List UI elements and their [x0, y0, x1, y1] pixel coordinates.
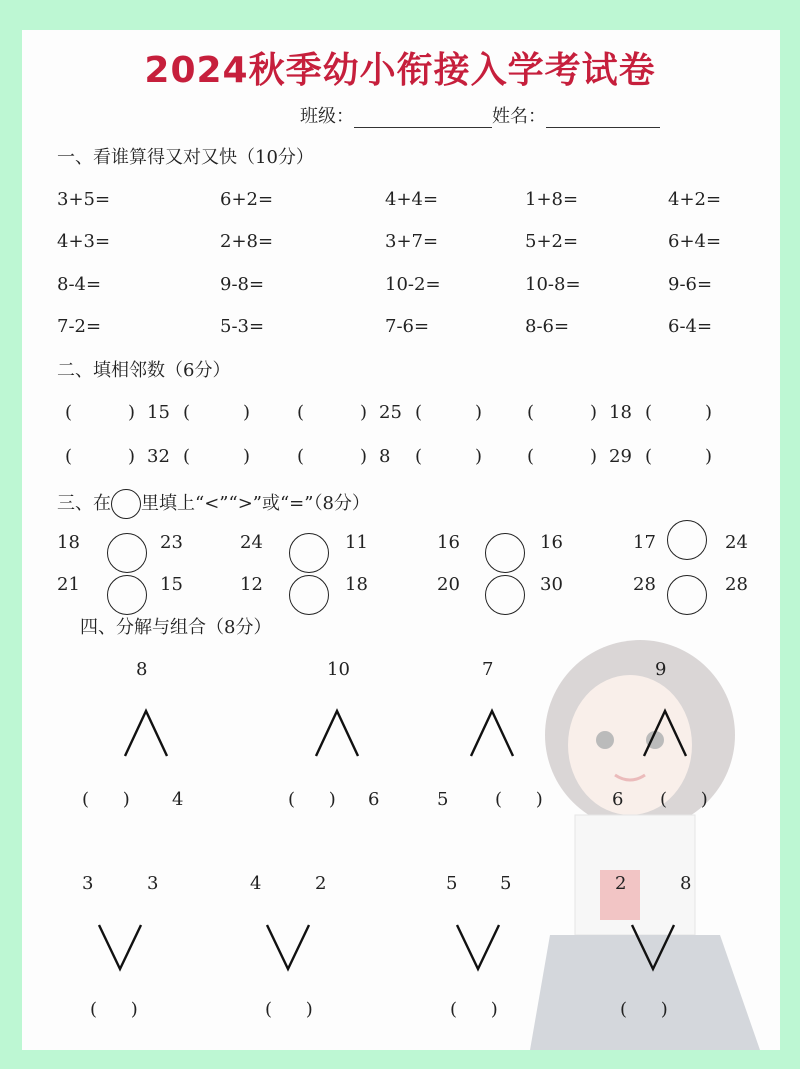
left-blank-paren[interactable]: ( [297, 402, 305, 423]
right-blank-paren[interactable]: ( [183, 402, 191, 423]
right-blank-paren[interactable]: ( [183, 446, 191, 467]
compare-circle-input[interactable] [667, 520, 707, 560]
right-blank-paren: ) [243, 446, 251, 467]
arithmetic-problem: 3+7= [385, 231, 439, 252]
compose-result-blank[interactable]: ( ) [90, 999, 138, 1020]
compare-circle-input[interactable] [289, 575, 329, 615]
compose-part-a: 4 [250, 873, 262, 894]
compose-result-blank[interactable]: ( ) [265, 999, 313, 1020]
given-number: 29 [609, 446, 632, 467]
compare-left-number: 28 [633, 574, 656, 595]
decompose-right[interactable]: ( ) [495, 789, 543, 810]
left-blank-paren: ) [590, 446, 598, 467]
decompose-total: 10 [327, 659, 350, 680]
compare-circle-input[interactable] [107, 533, 147, 573]
decompose-right: 6 [368, 789, 380, 810]
compose-part-a: 2 [615, 873, 627, 894]
section3-heading [57, 489, 370, 519]
compare-left-number: 21 [57, 574, 80, 595]
class-input[interactable] [354, 109, 492, 128]
compare-circle-input[interactable] [485, 575, 525, 615]
arithmetic-problem: 2+8= [220, 231, 274, 252]
compose-part-a: 3 [82, 873, 94, 894]
compare-left-number: 24 [240, 532, 263, 553]
arithmetic-problem: 4+4= [385, 189, 439, 210]
arithmetic-problem: 3+5= [57, 189, 111, 210]
left-blank-paren: ) [360, 402, 368, 423]
teacher-illustration [520, 640, 770, 1050]
compose-part-a: 5 [446, 873, 458, 894]
decompose-total: 9 [655, 659, 667, 680]
left-blank-paren: ) [590, 402, 598, 423]
arithmetic-problem: 5+2= [525, 231, 579, 252]
page-title: 2024秋季幼小衔接入学考试卷 [144, 50, 656, 91]
heading-text: 里填上“<”“>”或“=”（8分） [141, 493, 370, 514]
circle-symbol-icon [111, 489, 141, 519]
compare-circle-input[interactable] [667, 575, 707, 615]
compare-left-number: 18 [57, 532, 80, 553]
decompose-total: 8 [136, 659, 148, 680]
split-branch-icon [122, 708, 170, 758]
given-number: 15 [147, 402, 170, 423]
section2-heading: 二、填相邻数（6分） [57, 360, 231, 381]
student-info [300, 106, 660, 128]
arithmetic-problem: 4+2= [668, 189, 722, 210]
compare-left-number: 12 [240, 574, 263, 595]
left-blank-paren: ) [128, 446, 136, 467]
arithmetic-problem: 6-4= [668, 316, 713, 337]
compare-right-number: 30 [540, 574, 563, 595]
compare-circle-input[interactable] [107, 575, 147, 615]
arithmetic-problem: 9-6= [668, 274, 713, 295]
class-label: 班级： [300, 106, 354, 127]
merge-branch-icon [454, 922, 502, 972]
compare-circle-input[interactable] [485, 533, 525, 573]
name-input[interactable] [546, 109, 660, 128]
compose-part-b: 8 [680, 873, 692, 894]
right-blank-paren[interactable]: ( [645, 446, 653, 467]
section4-heading: 四、分解与组合（8分） [80, 617, 272, 638]
given-number: 32 [147, 446, 170, 467]
right-blank-paren[interactable]: ( [415, 402, 423, 423]
arithmetic-problem: 5-3= [220, 316, 265, 337]
split-branch-icon [641, 708, 689, 758]
compose-result-blank[interactable]: ( ) [450, 999, 498, 1020]
compare-right-number: 16 [540, 532, 563, 553]
arithmetic-problem: 10-2= [385, 274, 441, 295]
decompose-left[interactable]: ( ) [288, 789, 336, 810]
left-blank-paren[interactable]: ( [65, 402, 73, 423]
arithmetic-problem: 8-6= [525, 316, 570, 337]
decompose-right[interactable]: ( ) [660, 789, 708, 810]
merge-branch-icon [264, 922, 312, 972]
right-blank-paren[interactable]: ( [415, 446, 423, 467]
compare-circle-input[interactable] [289, 533, 329, 573]
name-label: 姓名： [492, 106, 546, 127]
left-blank-paren[interactable]: ( [65, 446, 73, 467]
compose-result-blank[interactable]: ( ) [620, 999, 668, 1020]
compare-right-number: 28 [725, 574, 748, 595]
right-blank-paren: ) [243, 402, 251, 423]
right-blank-paren[interactable]: ( [645, 402, 653, 423]
section1-heading: 一、看谁算得又对又快（10分） [57, 147, 314, 168]
compose-part-b: 3 [147, 873, 159, 894]
given-number: 25 [379, 402, 402, 423]
compare-right-number: 15 [160, 574, 183, 595]
arithmetic-problem: 6+4= [668, 231, 722, 252]
arithmetic-problem: 4+3= [57, 231, 111, 252]
right-blank-paren: ) [705, 446, 713, 467]
arithmetic-problem: 1+8= [525, 189, 579, 210]
given-number: 8 [379, 446, 391, 467]
split-branch-icon [468, 708, 516, 758]
decompose-right: 4 [172, 789, 184, 810]
left-blank-paren: ) [360, 446, 368, 467]
left-blank-paren[interactable]: ( [527, 446, 535, 467]
arithmetic-problem: 7-6= [385, 316, 430, 337]
compare-left-number: 17 [633, 532, 656, 553]
arithmetic-problem: 10-8= [525, 274, 581, 295]
compose-part-b: 5 [500, 873, 512, 894]
compare-right-number: 23 [160, 532, 183, 553]
left-blank-paren: ) [128, 402, 136, 423]
compose-part-b: 2 [315, 873, 327, 894]
split-branch-icon [313, 708, 361, 758]
decompose-total: 7 [482, 659, 494, 680]
given-number: 18 [609, 402, 632, 423]
compare-right-number: 24 [725, 532, 748, 553]
merge-branch-icon [96, 922, 144, 972]
merge-branch-icon [629, 922, 677, 972]
arithmetic-problem: 8-4= [57, 274, 102, 295]
arithmetic-problem: 9-8= [220, 274, 265, 295]
compare-right-number: 18 [345, 574, 368, 595]
compare-right-number: 11 [345, 532, 368, 553]
left-blank-paren[interactable]: ( [297, 446, 305, 467]
compare-left-number: 20 [437, 574, 460, 595]
left-blank-paren[interactable]: ( [527, 402, 535, 423]
decompose-left: 6 [612, 789, 624, 810]
right-blank-paren: ) [475, 446, 483, 467]
arithmetic-problem: 7-2= [57, 316, 102, 337]
arithmetic-problem: 6+2= [220, 189, 274, 210]
compare-left-number: 16 [437, 532, 460, 553]
decompose-left[interactable]: ( ) [82, 789, 130, 810]
right-blank-paren: ) [705, 402, 713, 423]
right-blank-paren: ) [475, 402, 483, 423]
decompose-left: 5 [437, 789, 449, 810]
heading-text: 三、在 [57, 493, 111, 514]
